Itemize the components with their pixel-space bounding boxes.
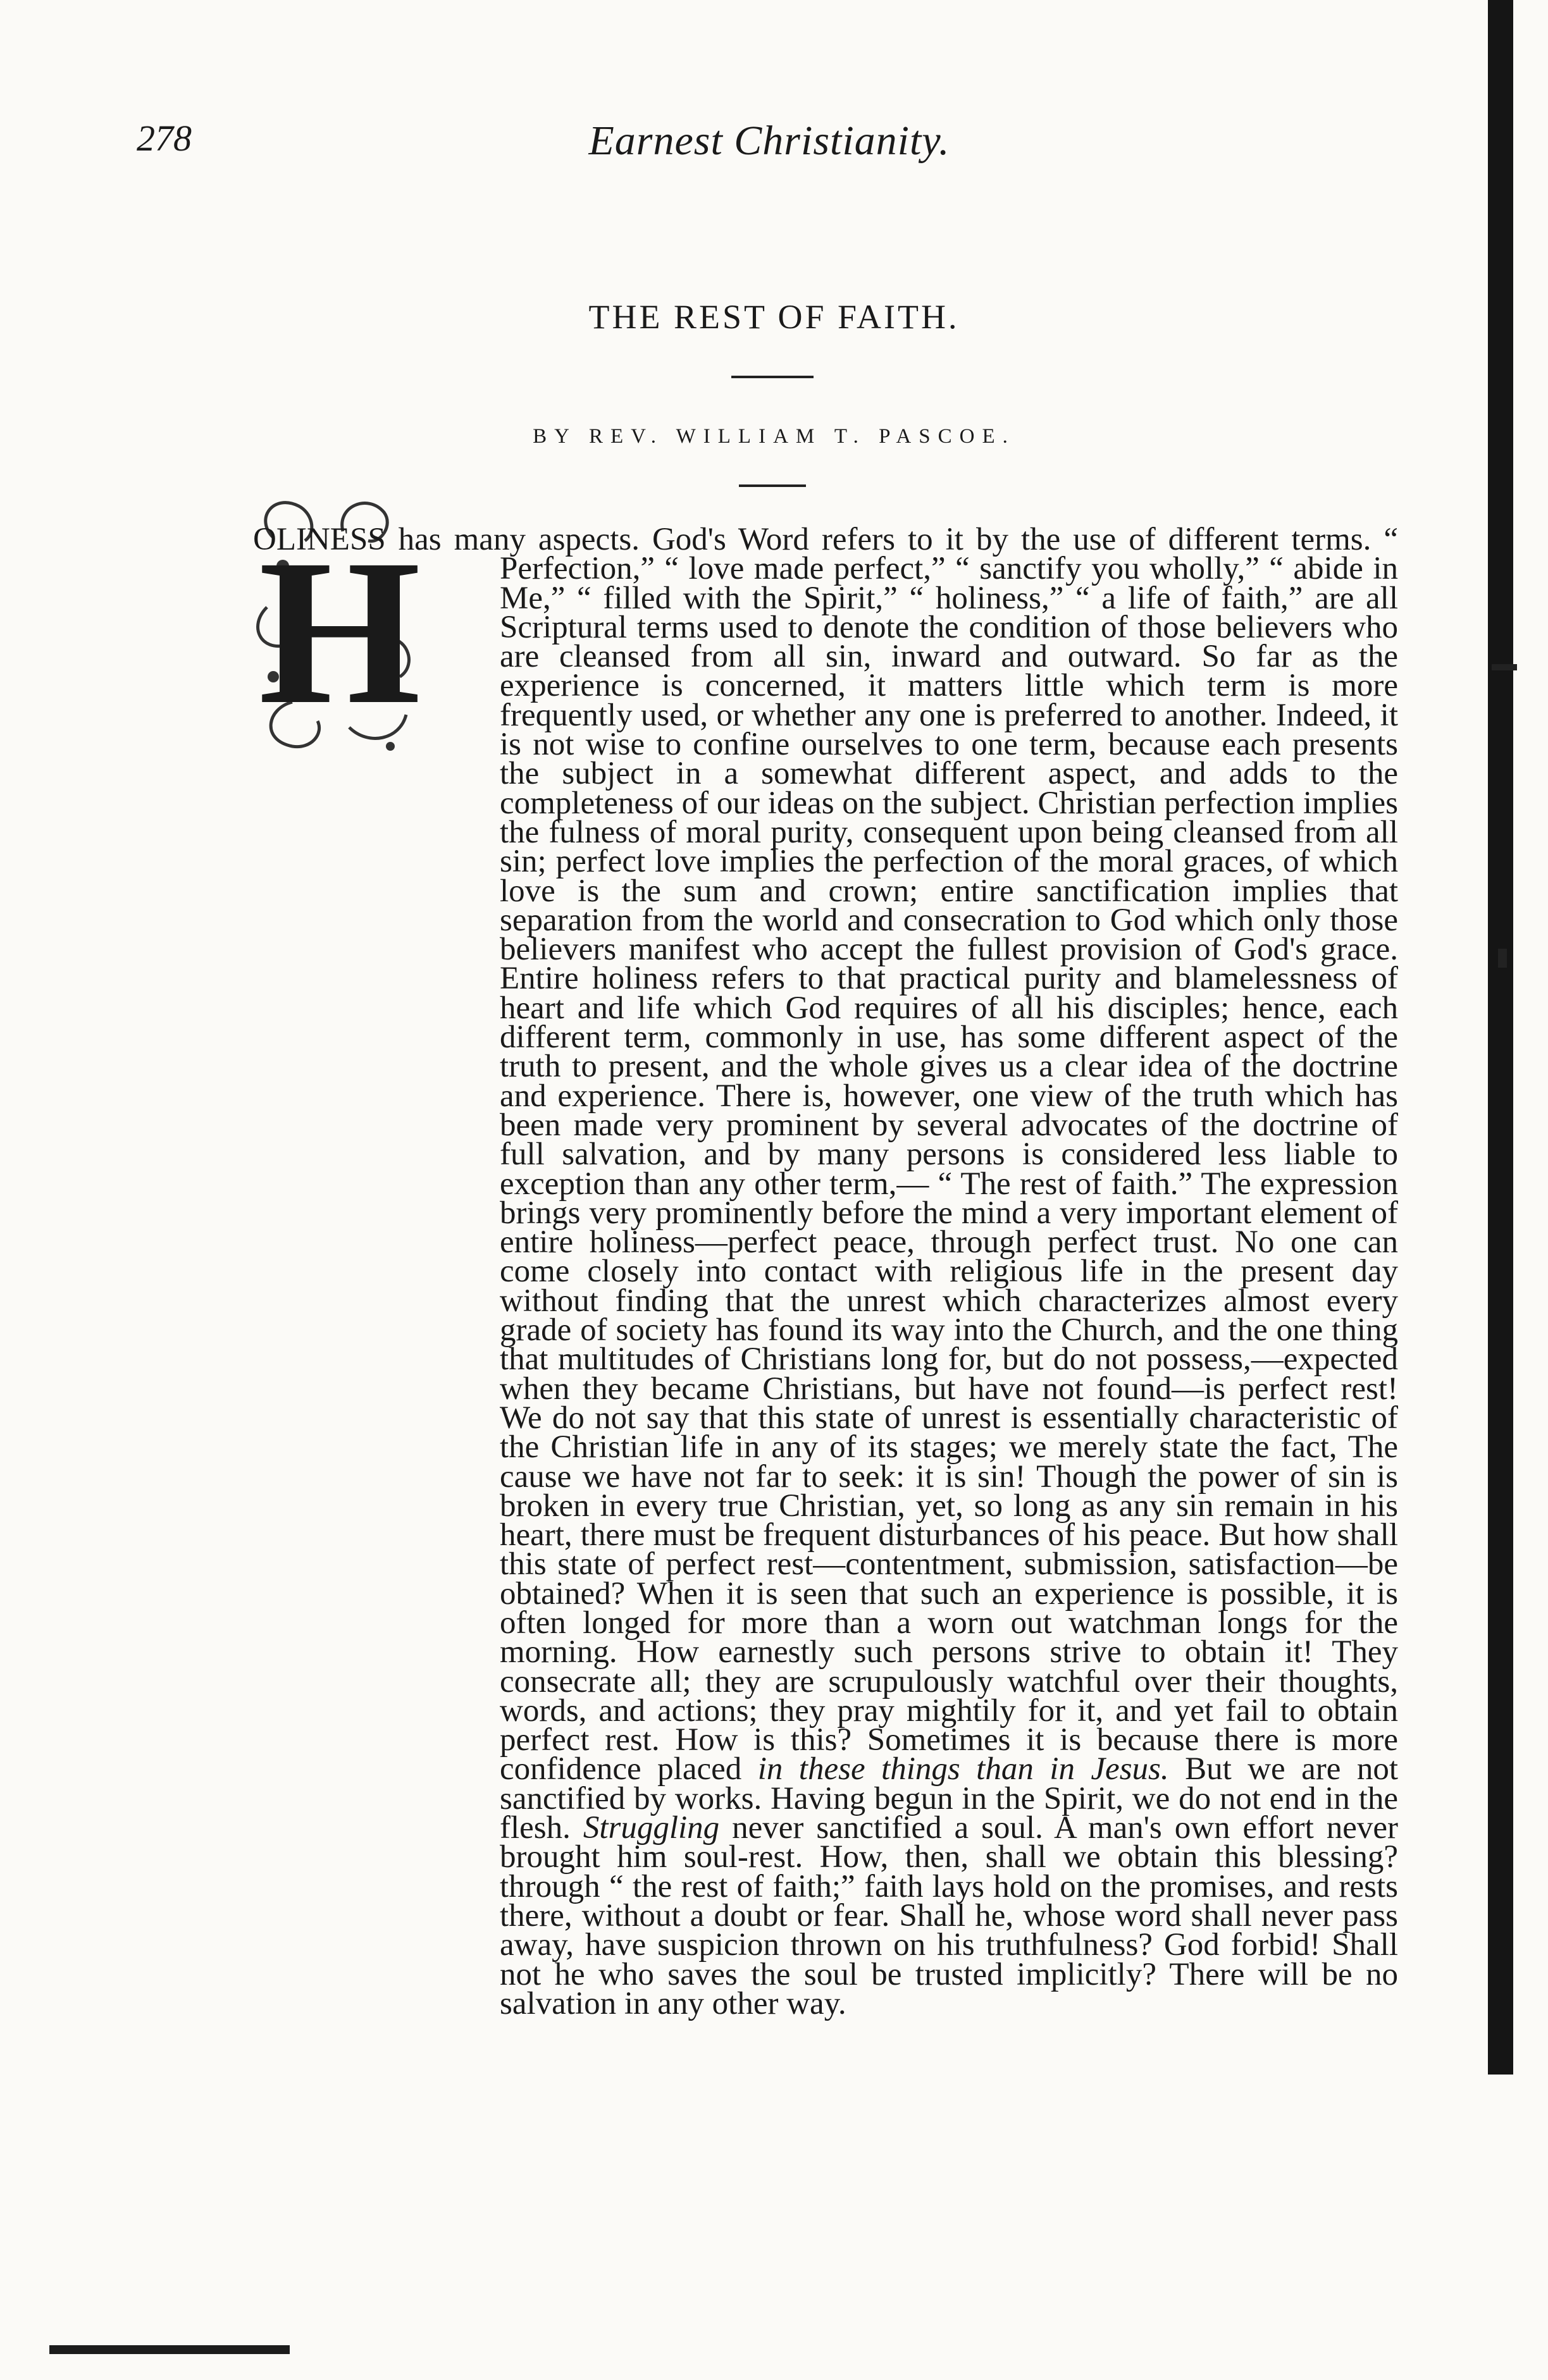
running-title: Earnest Christianity. [588, 118, 950, 164]
margin-mark [1492, 664, 1517, 670]
footer-rule [49, 2345, 290, 2354]
body-text-segment: never sanctified a soul. A man's own effort never brought him soul-rest. How, then, shall we obtain this blessing? through “ the rest of faith;” faith lays hold on the promises, and rests there, without a doubt or fear. Shall he, whose word shall never pass away, have suspicion thrown on his truthfulness? God forbid! Shall not he who saves the soul be trusted implicitly? There will be no salvation in any other way. [500, 1810, 1398, 2021]
body-italic-word: Struggling [583, 1810, 720, 1846]
article-body [253, 522, 1399, 2021]
article-title: THE REST OF FAITH. [588, 298, 960, 336]
body-italic-phrase: in these things than in Jesus. [757, 1751, 1169, 1787]
body-text-segment: But we are not sanctified by works. Having begun in the Spirit, we do not end in the flesh. [500, 1751, 1399, 1846]
drop-cap-letter: H [258, 517, 421, 748]
body-text-segment: OLINESS has many aspects. God's Word refers to it by the use of different terms. “ Perfection,” “ love made perfect,” “ sanctify you wholly,” “ abide in Me,” “ filled with the Spirit,” “ holiness,” “ a life of faith,” are all Scriptural terms used to denote the condition of those believers who are cleansed from all sin, inward and outward. So far as the experience is concerned, it matters little which term is more frequently used, or whether any one is preferred to another. Indeed, it is not wise to confine ourselves to one term, because each presents the subject in a somewhat different aspect, and adds to the completeness of our ideas on the subject. Christian perfection implies the fulness of moral purity, consequent upon being cleansed from all sin; perfect love implies the perfection of the moral graces, of which love is the sum and crown; entire sanctification implies that separation from the world and consecration to God which only those believers manifest who accept the fullest provision of God's grace. Entire holiness refers to that practical purity and blamelessness of heart and life which God requires of all his disciples; hence, each different term, commonly in use, has some different aspect of the truth to present, and the whole gives us a clear idea of the doctrine and experience. There is, however, one view of the truth which has been made very prominent by several advocates of the doctrine of full salvation, and by many persons is considered less liable to exception than any other term,— “ The rest of faith.” The expression brings very prominently before the mind a very important element of entire holiness—perfect peace, through perfect trust. No one can come closely into contact with religious life in the present day without finding that the unrest which characterizes almost every grade of society has found its way into the Church, and the one thing that multitudes of Christians long for, but do not possess,—expected when they became Christians, but have not found—is perfect rest! We do not say that this state of unrest is essentially characteristic of the Christian life in any of its stages; we merely state the fact, The cause we have not far to seek: it is sin! Though the power of sin is broken in every true Christian, yet, so long as any sin remain in his heart, there must be frequent disturbances of his peace. But how shall this state of perfect rest—contentment, submission, satisfaction—be obtained? When it is seen that such an experience is possible, it is often longed for more than a worn out watchman longs for the morning. How earnestly such persons strive to obtain it! They consecrate all; they are scrupulously watchful over their thoughts, words, and actions; they pray mightily for it, and yet fail to obtain perfect rest. How is this? Sometimes it is because there is more confidence placed [253, 522, 1398, 1787]
title-rule [731, 376, 814, 378]
running-head [137, 117, 1402, 187]
byline: BY REV. WILLIAM T. PASCOE. [533, 425, 1015, 448]
body-paragraph [253, 522, 1399, 2021]
page-number: 278 [137, 118, 192, 159]
byline-rule [739, 484, 806, 487]
margin-mark [1498, 949, 1507, 968]
